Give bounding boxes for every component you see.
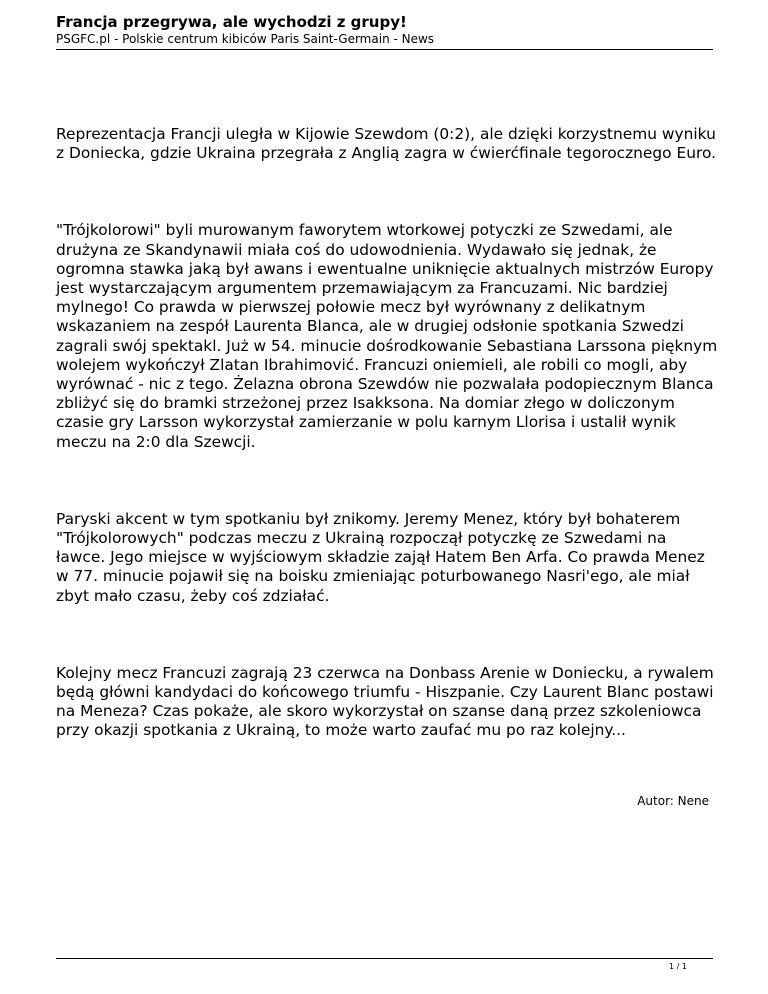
site-subtitle: PSGFC.pl - Polskie centrum kibiców Paris Saint-Germain - News — [56, 32, 435, 46]
article-paragraph-2: "Trójkolorowi" byli murowanym faworytem wtorkowej potyczki ze Szwedami, ale drużyna ze Skandynawii miała coś do udowodnienia. Wydawało się jednak, że ogromna stawka jaką był awans i ewentualne uniknięcie aktualnych mistrzów Europy jest wystarczającym argumentem przemawiającym za Francuzami. Nic bardziej mylnego! Co prawda w pierwszej połowie mecz był wyrównany z delikatnym wskazaniem na zespół Laurenta Blanca, ale w drugiej odsłonie spotkania Szwedzi zagrali swój spektakl. Już w 54. minucie dośrodkowanie Sebastiana Larssona pięknym wolejem wykończył Zlatan Ibrahimović. Francuzi oniemieli, ale robili co mogli, aby wyrównać - nic z tego. Żelazna obrona Szewdów nie pozwalała podopiecznym Blanca zbliżyć się do bramki strzeżonej przez Isakksona. Na domiar złego w doliczonym czasie gry Larsson wykorzystał zamierzanie w polu karnym Llorisa i ustalił wynik meczu na 2:0 dla Szewcji. — [56, 221, 718, 451]
page-footer — [56, 958, 713, 971]
article-paragraph-1: Reprezentacja Francji uległa w Kijowie Szewdom (0:2), ale dzięki korzystnemu wyniku z Doniecka, gdzie Ukraina przegrała z Anglią zagra w ćwierćfinale tegorocznego Euro. — [56, 125, 716, 163]
page-header — [56, 13, 713, 50]
article-title: Francja przegrywa, ale wychodzi z grupy! — [56, 13, 407, 31]
article-author: Autor: Nene — [637, 794, 709, 808]
article-paragraph-3: Paryski akcent w tym spotkaniu był znikomy. Jeremy Menez, który był bohaterem "Trójkolorowych" podczas meczu z Ukrainą rozpoczął potyczkę ze Szwedami na ławce. Jego miejsce w wyjściowym składzie zajął Hatem Ben Arfa. Co prawda Menez w 77. minucie pojawił się na boisku zmieniając poturbowanego Nasri'ego, ale miał zbyt mało czasu, żeby coś zdziałać. — [56, 509, 705, 605]
page-number: 1 / 1 — [669, 962, 687, 971]
article-paragraph-4: Kolejny mecz Francuzi zagrają 23 czerwca na Donbass Arenie w Doniecku, a rywalem będą główni kandydaci do końcowego triumfu - Hiszpanie. Czy Laurent Blanc postawi na Meneza? Czas pokaże, ale skoro wykorzystał on szanse daną przez szkoleniowca przy okazji spotkania z Ukrainą, to może warto zaufać mu po raz kolejny... — [56, 663, 714, 740]
article-body — [56, 125, 720, 741]
